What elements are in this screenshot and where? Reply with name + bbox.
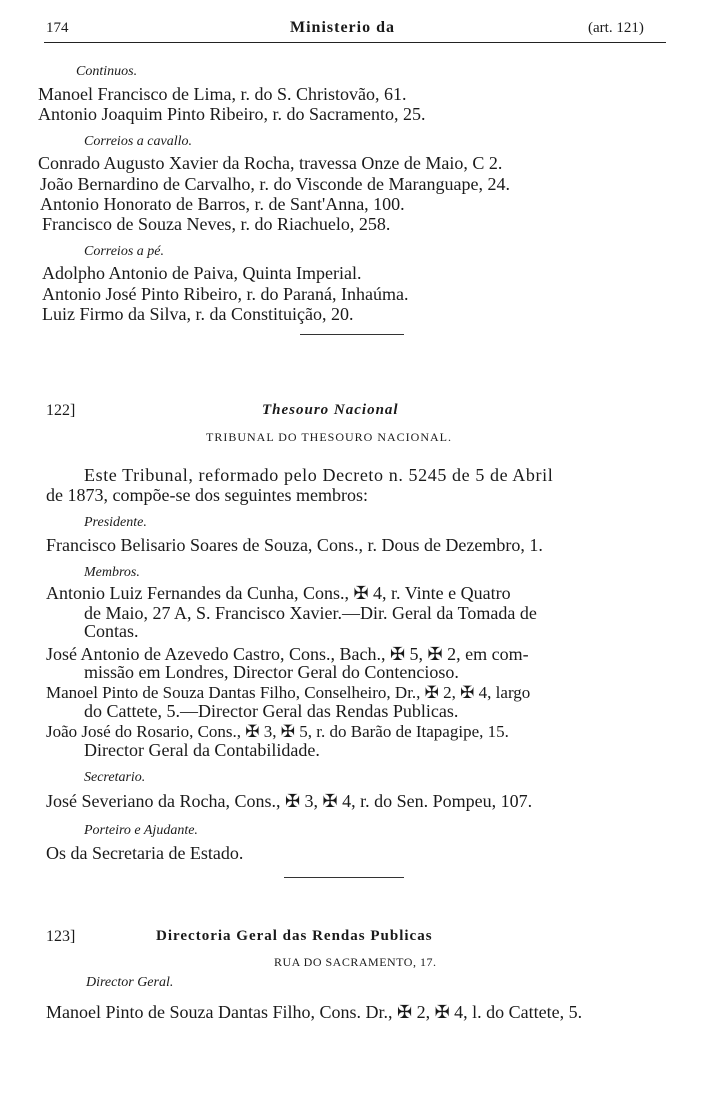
entry: Antonio Honorato de Barros, r. de Sant'Anna, 100.	[40, 194, 405, 214]
section-address: RUA DO SACRAMENTO, 17.	[274, 955, 437, 969]
entry: Antonio Joaquim Pinto Ribeiro, r. do Sacramento, 25.	[38, 104, 426, 124]
section-number: 123]	[46, 928, 76, 945]
section-title: Thesouro Nacional	[262, 402, 399, 418]
category-presidente: Presidente.	[84, 515, 147, 530]
section-number: 122]	[46, 402, 76, 419]
entry-continued: do Cattete, 5.—Director Geral das Rendas Publicas.	[84, 701, 459, 721]
intro-text: de 1873, compõe-se dos seguintes membros:	[46, 485, 368, 505]
entry: Manoel Pinto de Souza Dantas Filho, Cons. Dr., ✠ 2, ✠ 4, l. do Cattete, 5.	[46, 1002, 583, 1022]
section-subtitle: TRIBUNAL DO THESOURO NACIONAL.	[206, 430, 452, 444]
running-title: Ministerio da	[290, 19, 395, 36]
entry: José Severiano da Rocha, Cons., ✠ 3, ✠ 4, r. do Sen. Pompeu, 107.	[46, 791, 533, 811]
entry: Manoel Francisco de Lima, r. do S. Christovão, 61.	[38, 84, 407, 104]
category-membros: Membros.	[84, 565, 140, 580]
entry: José Antonio de Azevedo Castro, Cons., Bach., ✠ 5, ✠ 2, em com-	[46, 644, 529, 664]
header-rule	[44, 42, 666, 43]
section-divider	[300, 334, 404, 335]
entry: Os da Secretaria de Estado.	[46, 843, 244, 863]
category-secretario: Secretario.	[84, 770, 146, 785]
entry: Luiz Firmo da Silva, r. da Constituição, 20.	[42, 304, 354, 324]
category-continuos: Continuos.	[76, 64, 138, 79]
intro-text: Este Tribunal, reformado pelo Decreto n. 5245 de 5 de Abril	[84, 465, 554, 485]
entry: João Bernardino de Carvalho, r. do Visconde de Maranguape, 24.	[40, 174, 510, 194]
entry-continued: Director Geral da Contabilidade.	[84, 740, 320, 760]
entry: Francisco de Souza Neves, r. do Riachuelo, 258.	[42, 214, 391, 234]
category-porteiro: Porteiro e Ajudante.	[84, 823, 198, 838]
category-correios-cavallo: Correios a cavallo.	[84, 134, 192, 149]
entry-continued: de Maio, 27 A, S. Francisco Xavier.—Dir. Geral da Tomada de	[84, 603, 537, 623]
entry: Francisco Belisario Soares de Souza, Cons., r. Dous de Dezembro, 1.	[46, 535, 543, 555]
entry: João José do Rosario, Cons., ✠ 3, ✠ 5, r. do Barão de Itapagipe, 15.	[46, 722, 509, 741]
entry: Adolpho Antonio de Paiva, Quinta Imperial.	[42, 263, 362, 283]
entry: Antonio José Pinto Ribeiro, r. do Paraná, Inhaúma.	[42, 284, 409, 304]
entry-continued: Contas.	[84, 621, 139, 641]
category-correios-pe: Correios a pé.	[84, 244, 164, 259]
entry: Manoel Pinto de Souza Dantas Filho, Conselheiro, Dr., ✠ 2, ✠ 4, largo	[46, 683, 531, 702]
section-divider	[284, 877, 404, 878]
page-number: 174	[46, 20, 69, 36]
entry: Antonio Luiz Fernandes da Cunha, Cons., ✠ 4, r. Vinte e Quatro	[46, 583, 511, 603]
entry-continued: missão em Londres, Director Geral do Contencioso.	[84, 662, 459, 682]
section-title: Directoria Geral das Rendas Publicas	[156, 928, 433, 944]
entry: Conrado Augusto Xavier da Rocha, travessa Onze de Maio, C 2.	[38, 153, 503, 173]
category-director: Director Geral.	[86, 975, 174, 990]
article-ref: (art. 121)	[588, 20, 644, 36]
